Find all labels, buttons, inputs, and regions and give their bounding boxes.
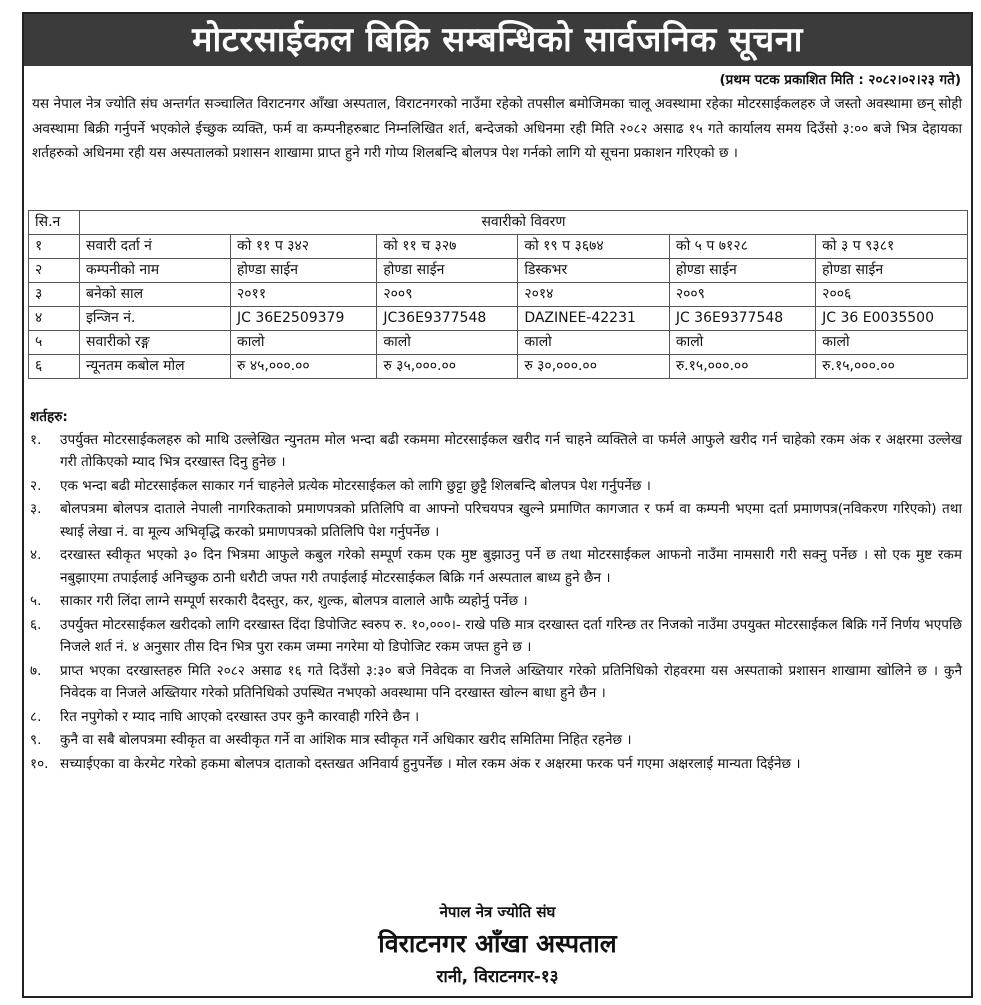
table-cell: कालो bbox=[377, 331, 518, 355]
condition-text: कुनै वा सबै बोलपत्रमा स्वीकृत वा अस्वीकृत गर्ने वा आंशिक मात्र स्वीकृत गर्ने अधिकार खरीद समितिमा निहित रहनेछ । bbox=[60, 732, 632, 748]
notice-frame bbox=[22, 12, 973, 998]
table-cell: को ११ प ३४२ bbox=[231, 235, 377, 259]
condition-number: ७. bbox=[30, 662, 42, 679]
row-sn: ३ bbox=[29, 283, 80, 307]
conditions-title: शर्तहरु: bbox=[30, 409, 68, 425]
footer-address: रानी, विराटनगर-१३ bbox=[436, 967, 559, 987]
condition-item bbox=[30, 729, 962, 752]
intro-paragraph: यस नेपाल नेत्र ज्योति संघ अन्तर्गत सञ्चालित विराटनगर आँखा अस्पताल, विराटनगरको नाउँमा रहेको तपसील बमोजिमका चालू अवस्थामा रहेका मोटरसाईकलहरु जे जस्तो अवस्थामा छन् सोही अवस्थामा बिक्री गर्नुपर्ने भएकोले ईच्छुक व्यक्ति, फर्म वा कम्पनीहरुबाट निम्नलिखित शर्त, बन्देजको अधिनमा रही मिति २०८२ असाढ १५ गते कार्यालय समय दिउँसो ३:०० बजे भित्र देहायका शर्तहरुको अधिनमा रही यस अस्पतालको प्रशासन शाखामा प्राप्त हुने गरी गोप्य शिलबन्दि बोलपत्र पेश गर्नको लागि यो सूचना प्रकाशन गरिएको छ । bbox=[32, 96, 962, 161]
condition-text: बोलपत्रमा बोलपत्र दाताले नेपाली नागरिकताको प्रमाणपत्रको प्रतिलिपि वा आफ्नो परिचयपत्र खुल्ने प्रमाणित कागजात र फर्म वा कम्पनी भएमा दर्ता प्रमाणपत्र(नविकरण गरिएको) तथा स्थाई लेखा नं. वा मूल्य अभिवृद्धि करको प्रमाणपत्रको प्रतिलिपि पेश गर्नुपर्नेछ । bbox=[60, 501, 962, 540]
vehicle-rows bbox=[29, 235, 968, 379]
conditions-section bbox=[30, 406, 962, 776]
table-header-row bbox=[29, 211, 968, 235]
table-cell: को ५ प ७१२८ bbox=[669, 235, 815, 259]
condition-number: ८. bbox=[30, 708, 42, 725]
header-details: सवारीको विवरण bbox=[80, 211, 968, 235]
row-sn: २ bbox=[29, 259, 80, 283]
row-sn: १ bbox=[29, 235, 80, 259]
table-row bbox=[29, 355, 968, 379]
table-cell: रु.१५,०००.०० bbox=[816, 355, 968, 379]
notice-title: मोटरसाईकल बिक्रि सम्बन्धिको सार्वजनिक सूचना bbox=[24, 14, 971, 66]
row-label: कम्पनीको नाम bbox=[80, 259, 231, 283]
table-cell: JC 36E9377548 bbox=[669, 307, 815, 331]
table-cell: को ११ च ३२७ bbox=[377, 235, 518, 259]
condition-item bbox=[30, 498, 962, 543]
condition-text: रित नपुगेको र म्याद नाघि आएको दरखास्त उपर कुनै कारवाही गरिने छैन । bbox=[60, 708, 420, 725]
table-cell: २००९ bbox=[377, 283, 518, 307]
header-sn: सि.न bbox=[29, 211, 80, 235]
table-cell: कालो bbox=[816, 331, 968, 355]
condition-text: साकार गरी लिंदा लाग्ने सम्पूर्ण सरकारी दैदस्तुर, कर, शुल्क, बोलपत्र वालाले आफै व्यहोर्नु पर्नेछ । bbox=[60, 593, 528, 609]
condition-number: ९. bbox=[30, 732, 42, 748]
table-cell: DAZINEE-42231 bbox=[518, 307, 670, 331]
table-cell: २०१४ bbox=[518, 283, 670, 307]
table-row bbox=[29, 259, 968, 283]
table-cell: होण्डा साईन bbox=[377, 259, 518, 283]
table-cell: २००६ bbox=[816, 283, 968, 307]
condition-number: २. bbox=[30, 477, 42, 494]
row-label: बनेको साल bbox=[80, 283, 231, 307]
condition-item bbox=[30, 753, 962, 776]
row-label: न्यूनतम कबोल मोल bbox=[80, 355, 231, 379]
table-cell: २००९ bbox=[669, 283, 815, 307]
row-sn: ४ bbox=[29, 307, 80, 331]
conditions-list bbox=[30, 429, 962, 776]
table-cell: रु ३०,०००.०० bbox=[518, 355, 670, 379]
table-row bbox=[29, 331, 968, 355]
condition-number: ३. bbox=[30, 501, 42, 517]
condition-item bbox=[30, 544, 962, 589]
condition-text: प्राप्त भएका दरखास्तहरु मिति २०८२ असाढ १६ गते दिउँसो ३:३० बजे निवेदक वा निजले अख्तियार गरेको प्रतिनिधिको रोहवरमा यस अस्पताको प्रशासन शाखामा खोलिने छ । कुनै निवेदक वा निजले अख्तियार गरेको प्रतिनिधिको उपस्थित नभएको अवस्थामा पनि दरखास्त खोल्न बाधा हुने छैन । bbox=[60, 662, 962, 701]
condition-text: सच्याईएका वा केरमेट गरेको हकमा बोलपत्र दाताको दस्तखत अनिवार्य हुनुपर्नेछ । मोल रकम अंक र अक्षरमा फरक पर्न गएमा अक्षरलाई मान्यता दिईनेछ । bbox=[60, 755, 801, 772]
row-label: इन्जिन नं. bbox=[80, 307, 231, 331]
table-row bbox=[29, 283, 968, 307]
table-cell: होण्डा साईन bbox=[669, 259, 815, 283]
table-cell: JC 36 E0035500 bbox=[816, 307, 968, 331]
footer-hospital: विराटनगर आँखा अस्पताल bbox=[378, 929, 617, 958]
table-row bbox=[29, 307, 968, 331]
table-row bbox=[29, 235, 968, 259]
condition-text: उपर्युक्त मोटरसाईकल खरीदको लागि दरखास्त दिंदा डिपोजिट स्वरुप रु. १०,०००।- राखे पछि मात्र दरखास्त दर्ता गरिन्छ तर निजको नाउँमा उपयुक्त मोटरसाईकल बिक्रि गर्ने निर्णय भएपछि निजले शर्त नं. ४ अनुसार तीस दिन भित्र पुरा रकम जम्मा नगरेमा यो डिपोजिट रकम जफ्त हुने छ । bbox=[60, 616, 962, 655]
table-cell: होण्डा साईन bbox=[816, 259, 968, 283]
table-cell: डिस्कभर bbox=[518, 259, 670, 283]
table-cell: को ३ प ९३८१ bbox=[816, 235, 968, 259]
condition-number: ६. bbox=[30, 616, 42, 633]
table-cell: होण्डा साईन bbox=[231, 259, 377, 283]
table-cell: को १९ प ३६७४ bbox=[518, 235, 670, 259]
condition-item bbox=[30, 429, 962, 474]
condition-text: उपर्युक्त मोटरसाईकलहरु को माथि उल्लेखित न्युनतम मोल भन्दा बढी रकममा मोटरसाईकल खरीद गर्न चाहने व्यक्तिले वा फर्मले आफुले खरीद गर्न चाहेको रकम अंक र अक्षरमा उल्लेख गरी तोकिएको म्याद भित्र दरखास्त दिनु हुनेछ । bbox=[60, 431, 962, 470]
table-cell: JC 36E2509379 bbox=[231, 307, 377, 331]
table-cell: कालो bbox=[518, 331, 670, 355]
condition-item bbox=[30, 590, 962, 613]
condition-item bbox=[30, 475, 962, 498]
condition-item bbox=[30, 614, 962, 659]
row-label: सवारीको रङ्ग bbox=[80, 331, 231, 355]
condition-number: १. bbox=[30, 431, 42, 448]
row-label: सवारी दर्ता नं bbox=[80, 235, 231, 259]
row-sn: ६ bbox=[29, 355, 80, 379]
table-cell: २०११ bbox=[231, 283, 377, 307]
condition-item bbox=[30, 660, 962, 705]
condition-item bbox=[30, 706, 962, 729]
table-cell: रु ३५,०००.०० bbox=[377, 355, 518, 379]
row-sn: ५ bbox=[29, 331, 80, 355]
condition-number: ५. bbox=[30, 593, 42, 609]
condition-number: ४. bbox=[30, 547, 42, 563]
footer-organization: नेपाल नेत्र ज्योति संघ bbox=[439, 903, 556, 921]
table-cell: रु.१५,०००.०० bbox=[669, 355, 815, 379]
vehicle-table bbox=[28, 210, 968, 379]
publication-date: (प्रथम पटक प्रकाशित मिति : २०८२।०२।२३ गते) bbox=[719, 72, 961, 88]
table-cell: कालो bbox=[669, 331, 815, 355]
table-cell: JC36E9377548 bbox=[377, 307, 518, 331]
condition-text: एक भन्दा बढी मोटरसाईकल साकार गर्न चाहनेले प्रत्येक मोटरसाईकल को लागि छुट्टा छुट्टै शिलबन्दि बोलपत्र पेश गर्नुपर्नेछ । bbox=[60, 477, 651, 494]
condition-text: दरखास्त स्वीकृत भएको ३० दिन भित्रमा आफुले कबुल गरेको सम्पूर्ण रकम एक मुष्ट बुझाउनु पर्ने छ तथा मोटरसाईकल आफनो नाउँमा नामसारी गरी सक्नु पर्नेछ । सो एक मुष्ट रकम नबुझाएमा तपाईलाई अनिच्छुक ठानी धरौटी जफ्त गरी तपाईलाई मोटरसाईकल बिक्रि गर्न अस्पताल बाध्य हुने छैन । bbox=[60, 547, 962, 586]
table-cell: कालो bbox=[231, 331, 377, 355]
condition-number: १०. bbox=[30, 755, 49, 772]
table-cell: रु ४५,०००.०० bbox=[231, 355, 377, 379]
